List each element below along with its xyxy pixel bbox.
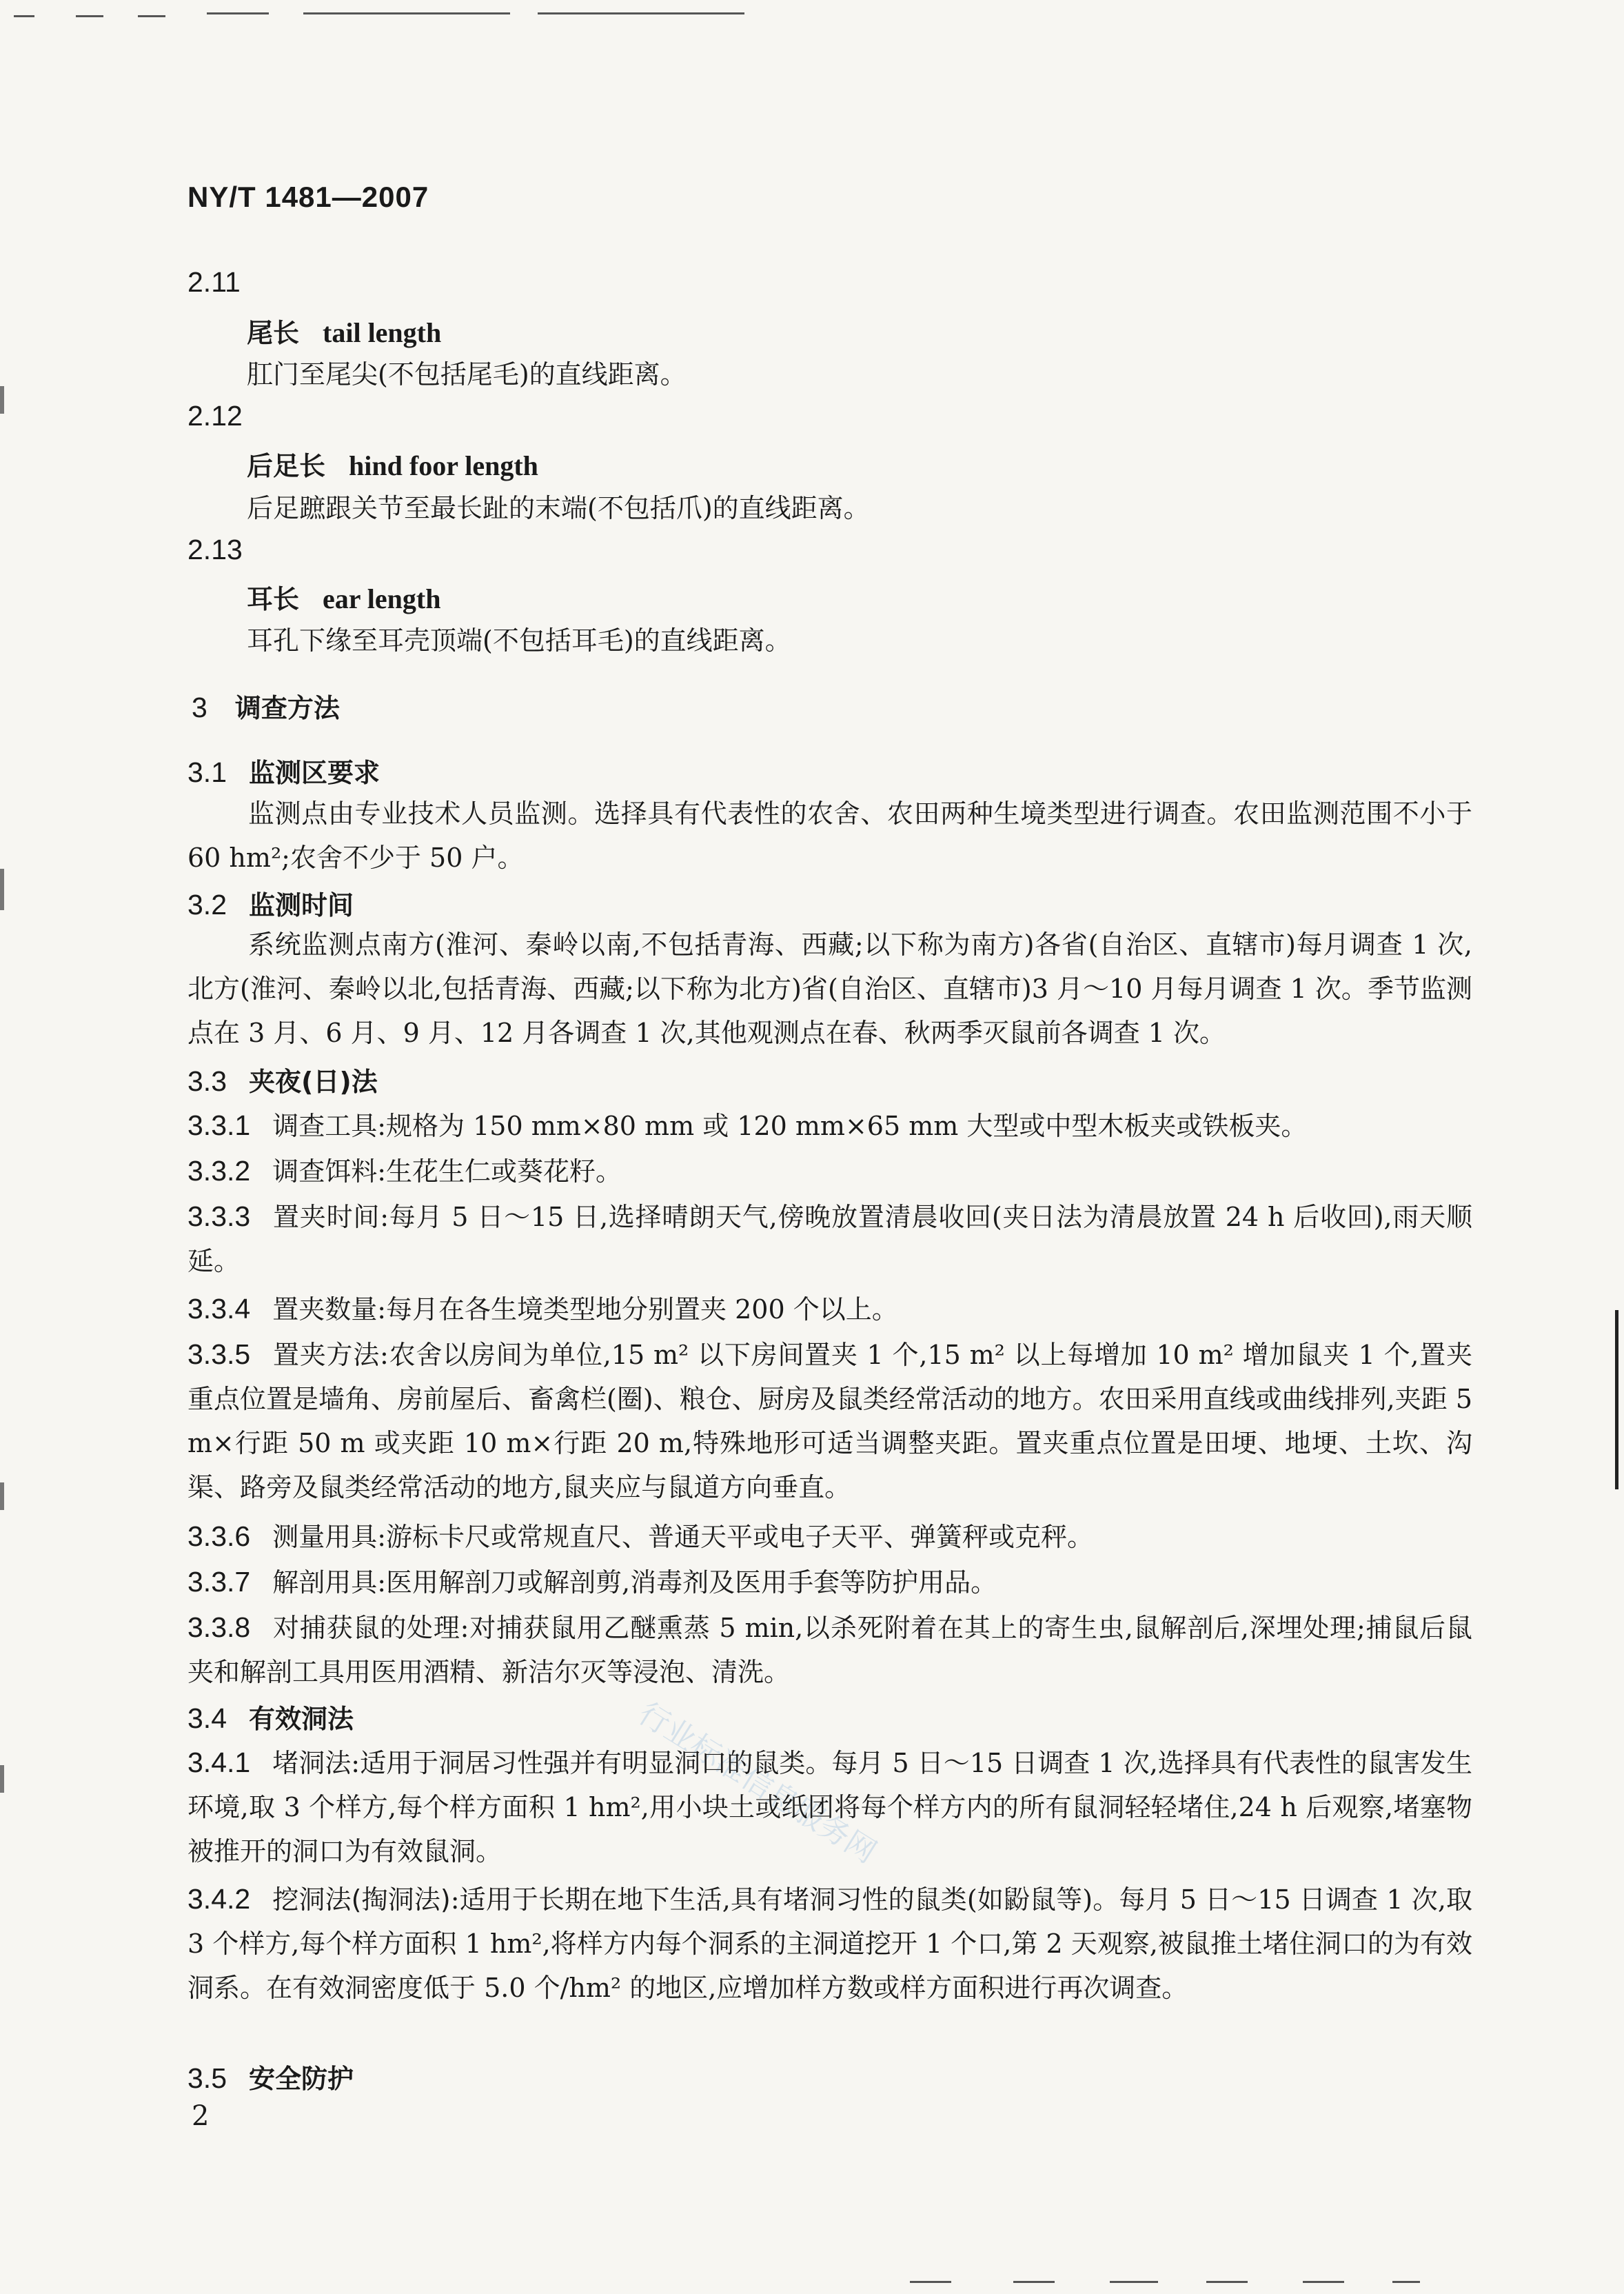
scan-mark xyxy=(14,15,34,17)
clause-3-3-8: 3.3.8 对捕获鼠的处理:对捕获鼠用乙醚熏蒸 5 min,以杀死附着在其上的寄生虫,鼠解剖后,深埋处理;捕鼠后鼠夹和解剖工具用医用酒精、新洁尔灭等浸泡、清洗。 xyxy=(187,1611,1472,1687)
section-heading: 3 调查方法 xyxy=(192,692,340,723)
paragraph: 监测点由专业技术人员监测。选择具有代表性的农舍、农田两种生境类型进行调查。农田监测范围不小于 60 hm²;农舍不少于 50 户。 xyxy=(187,798,1472,873)
scan-edge-tick xyxy=(0,869,4,910)
paragraph: 系统监测点南方(淮河、秦岭以南,不包括青海、西藏;以下称为南方)各省(自治区、直辖市)每月调查 1 次,北方(淮河、秦岭以北,包括青海、西藏;以下称为北方)省(自治区、直辖市)3 月～10 月每月调查 1 次。季节监测点在 3 月、6 月、9 月、12 月各调查 1 次,其他观测点在春、秋两季灭鼠前各调查 1 次。 xyxy=(187,929,1472,1048)
scan-mark xyxy=(1392,2281,1420,2283)
clause-3-3-1: 3.3.1 调查工具:规格为 150 mm×80 mm 或 120 mm×65 mm 大型或中型木板夹或铁板夹。 xyxy=(187,1109,1308,1141)
scan-edge-tick xyxy=(0,1765,4,1793)
scan-mark xyxy=(303,12,510,14)
scan-edge-tick xyxy=(0,386,4,414)
watermark: 行业标准信息服务网 xyxy=(632,1696,882,1871)
scan-edge-tick xyxy=(0,1482,4,1510)
scan-mark xyxy=(1206,2281,1248,2283)
clause-3-3-7: 3.3.7 解剖用具:医用解剖刀或解剖剪,消毒剂及医用手套等防护用品。 xyxy=(187,1566,997,1598)
clause-3-3-4: 3.3.4 置夹数量:每月在各生境类型地分别置夹 200 个以上。 xyxy=(187,1293,898,1325)
subsection-heading: 3.2 监测时间 xyxy=(187,889,354,920)
term-definition: 肛门至尾尖(不包括尾毛)的直线距离。 xyxy=(247,359,687,390)
clause-3-3-3: 3.3.3 置夹时间:每月 5 日～15 日,选择晴朗天气,傍晚放置清晨收回(夹日法为清晨放置 24 h 后收回),雨天顺延。 xyxy=(187,1200,1472,1276)
scan-mark xyxy=(1110,2281,1158,2283)
term-title: 耳长 ear length xyxy=(247,583,441,614)
scan-edge-line xyxy=(1615,1310,1618,1489)
scan-mark xyxy=(1303,2281,1344,2283)
clause-3-4-1: 3.4.1 堵洞法:适用于洞居习性强并有明显洞口的鼠类。每月 5 日～15 日调查 1 次,选择具有代表性的鼠害发生环境,取 3 个样方,每个样方面积 1 hm²,用小块土或纸团将每个样方内的所有鼠洞轻轻堵住,24 h 后观察,堵塞物被推开的洞口为有效鼠洞。 xyxy=(187,1747,1472,1867)
page-number: 2 xyxy=(192,2100,210,2132)
term-title: 尾长 tail length xyxy=(247,317,442,348)
subsection-heading: 3.1 监测区要求 xyxy=(187,756,380,788)
clause-3-3-6: 3.3.6 测量用具:游标卡尺或常规直尺、普通天平或电子天平、弹簧秤或克秤。 xyxy=(187,1520,1094,1552)
scan-mark xyxy=(1013,2281,1055,2283)
subsection-heading: 3.3 夹夜(日)法 xyxy=(187,1065,378,1097)
term-number: 2.13 xyxy=(187,534,243,565)
clause-3-3-5: 3.3.5 置夹方法:农舍以房间为单位,15 m² 以下房间置夹 1 个,15 m² 以上每增加 10 m² 增加鼠夹 1 个,置夹重点位置是墙角、房前屋后、畜禽栏(圈)、粮仓、厨房及鼠类经常活动的地方。农田采用直线或曲线排列,夹距 5 m×行距 50 m 或夹距 10 m×行距 20 m,特殊地形可适当调整夹距。置夹重点位置是田埂、地埂、土坎、沟渠、路旁及鼠类经常活动的地方,鼠夹应与鼠道方向垂直。 xyxy=(187,1338,1472,1502)
term-definition: 耳孔下缘至耳壳顶端(不包括耳毛)的直线距离。 xyxy=(247,625,791,656)
clause-3-4-2: 3.4.2 挖洞法(掏洞法):适用于长期在地下生活,具有堵洞习性的鼠类(如鼢鼠等)。每月 5 日～15 日调查 1 次,取 3 个样方,每个样方面积 1 hm²,将样方内每个洞系的主洞道挖开 1 个口,第 2 天观察,被鼠推土堵住洞口的为有效洞系。在有效洞密度低于 5.0 个/hm² 的地区,应增加样方数或样方面积进行再次调查。 xyxy=(187,1883,1473,2003)
term-number: 2.11 xyxy=(187,266,241,298)
term-title: 后足长 hind foor length xyxy=(247,450,538,481)
term-definition: 后足蹠跟关节至最长趾的末端(不包括爪)的直线距离。 xyxy=(247,493,870,523)
scan-mark xyxy=(138,15,165,17)
scan-mark xyxy=(207,12,269,14)
subsection-heading: 3.4 有效洞法 xyxy=(187,1702,354,1734)
scan-mark xyxy=(910,2281,951,2283)
term-number: 2.12 xyxy=(187,400,243,432)
standard-code-header: NY/T 1481—2007 xyxy=(187,181,429,213)
subsection-heading: 3.5 安全防护 xyxy=(187,2062,354,2094)
scan-mark xyxy=(538,12,744,14)
scan-mark xyxy=(76,15,103,17)
clause-3-3-2: 3.3.2 调查饵料:生花生仁或葵花籽。 xyxy=(187,1155,622,1187)
